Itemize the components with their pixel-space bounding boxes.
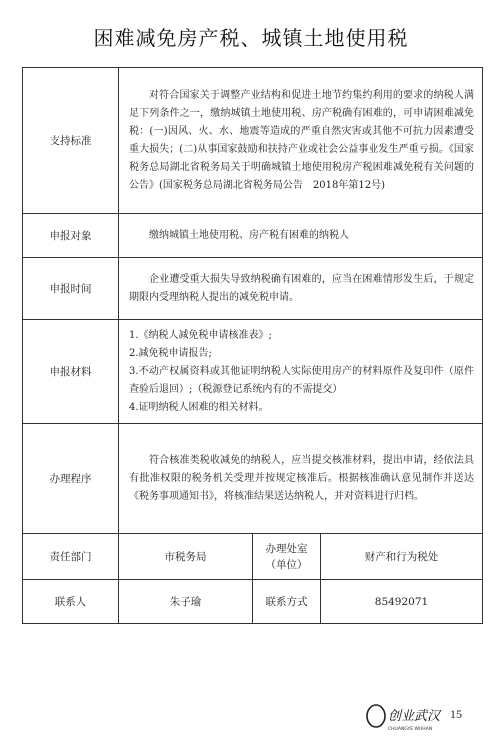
target-text: 缴纳城镇土地使用税、房产税有困难的纳税人 — [149, 229, 349, 241]
table-row-time — [23, 258, 483, 320]
procedure-label: 办理程序 — [23, 424, 119, 534]
materials-label: 申报材料 — [23, 320, 119, 424]
time-text: 企业遭受重大损失导致纳税确有困难的，应当在困难情形发生后，于规定期限内受理纳税人提出的减免税申请。 — [129, 273, 474, 303]
table-row-target — [23, 214, 483, 258]
table-row-materials — [23, 320, 483, 424]
basis-text: 对符合国家关于调整产业结构和促进土地节约集约利用的要求的纳税人满足下列条件之一，缴纳城镇土地使用税、房产税确有困难的，可申请困难减免税：(一)因风、火、水、地震等造成的严重自然灾害或其他不可抗力因素遭受重大损失；(二)从事国家鼓励和扶持产业或社会公益事业发生严重亏损。《国家税务总局湖北省税务局关于明确城镇土地使用税房产税困难减免税有关问题的公告》(国家税务总局湖北省税务局公告 2018年第12号) — [129, 89, 474, 191]
chuangye-wuhan-logo — [366, 702, 446, 734]
office-label: 办理处室 （单位） — [253, 534, 321, 580]
basis-label: 支持标准 — [23, 68, 119, 214]
logo-subtext: CHUANGYE WUHAN — [388, 727, 433, 732]
policy-table — [22, 67, 483, 624]
dept-label: 责任部门 — [23, 534, 119, 580]
contact-method-value: 85492071 — [321, 580, 483, 624]
materials-item: 2.减免税申请报告; — [129, 347, 212, 359]
time-content — [119, 258, 483, 320]
contact-label: 联系人 — [23, 580, 119, 624]
basis-content — [119, 68, 483, 214]
materials-content — [119, 320, 483, 424]
time-label: 申报时间 — [23, 258, 119, 320]
table-row-procedure — [23, 424, 483, 534]
procedure-text: 符合核准类税收减免的纳税人，应当提交核准材料，提出申请，经依法具有批准权限的税务机关受理并按规定核准后。根据核准确认意见制作并送达《税务事项通知书》，将核准结果送达纳税人，并对资料进行归档。 — [129, 454, 474, 502]
page-title: 困难减免房产税、城镇土地使用税 — [93, 26, 409, 50]
dept-value: 市税务局 — [119, 534, 253, 580]
materials-item: 4.证明纳税人困难的相关材料。 — [129, 401, 269, 413]
logo-swirl-icon — [367, 705, 385, 727]
page-number: 15 — [450, 707, 462, 721]
procedure-content — [119, 424, 483, 534]
logo-text: 创业武汉 — [388, 709, 441, 724]
table-row-basis — [23, 68, 483, 214]
target-label: 申报对象 — [23, 214, 119, 258]
contact-value: 朱子瑜 — [119, 580, 253, 624]
materials-item: 3.不动产权属资料或其他证明纳税人实际使用房产的材料原件及复印件（原件查验后退回）;（税源登记系统内有的不需提交） — [129, 365, 474, 395]
office-value: 财产和行为税处 — [321, 534, 483, 580]
contact-method-label: 联系方式 — [253, 580, 321, 624]
materials-item: 1.《纳税人减免税申请核准表》; — [129, 329, 272, 341]
table-row-contact — [23, 580, 483, 624]
target-content — [119, 214, 483, 258]
table-row-dept — [23, 534, 483, 580]
